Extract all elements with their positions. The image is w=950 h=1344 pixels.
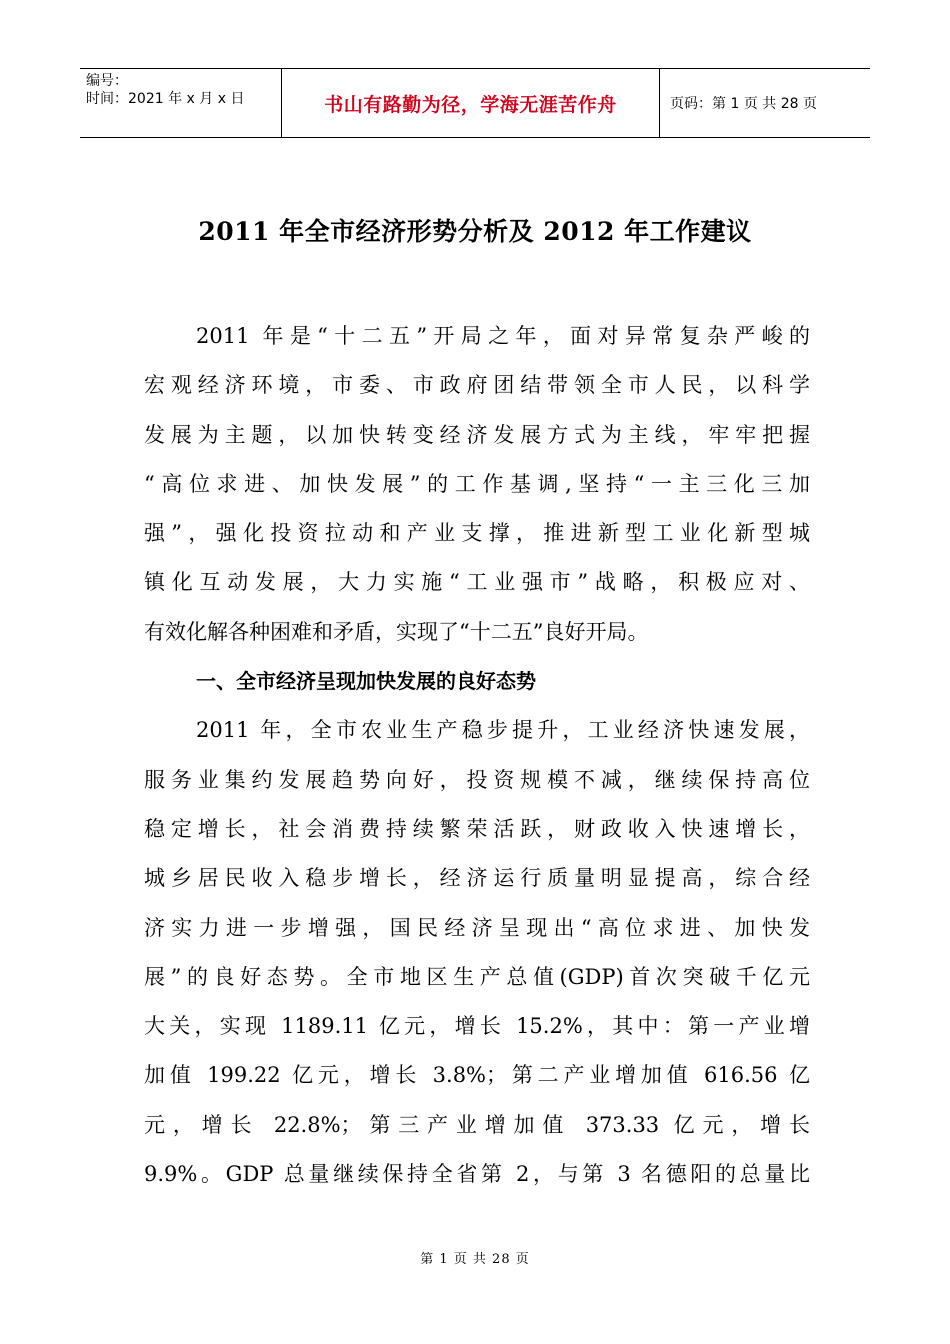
section-heading: 一、全市经济呈现加快发展的良好态势 <box>196 669 536 694</box>
document-number-label: 编号： <box>86 73 128 89</box>
header-page-cell <box>660 69 870 137</box>
paragraph-line: 2011 年是“十二五”开局之年，面对异常复杂严峻的 <box>196 324 810 348</box>
header-table <box>80 68 870 138</box>
paragraph-line: 镇化互动发展，大力实施“工业强市”战略，积极应对、 <box>144 570 810 595</box>
paragraph-line: 2011 年，全市农业生产稳步提升，工业经济快速发展， <box>196 718 810 743</box>
paragraph-line: 城乡居民收入稳步增长，经济运行质量明显提高，综合经 <box>144 866 810 891</box>
paragraph-line: “高位求进、加快发展”的工作基调,坚持“一主三化三加 <box>144 471 810 496</box>
header-meta-cell <box>80 69 282 137</box>
paragraph-line: 强”，强化投资拉动和产业支撑，推进新型工业化新型城 <box>144 521 810 546</box>
header-page-info: 页码：第 1 页 共 28 页 <box>670 96 817 112</box>
document-time-label: 时间：2021 年 x 月 x 日 <box>86 91 245 107</box>
paragraph-line: 大关，实现 1189.11 亿元，增长 15.2%，其中：第一产业增 <box>144 1014 810 1039</box>
paragraph-line: 元，增长 22.8%；第三产业增加值 373.33 亿元，增长 <box>144 1112 810 1137</box>
header-motto-cell <box>282 69 660 137</box>
paragraph-line: 济实力进一步增强，国民经济呈现出“高位求进、加快发 <box>144 915 810 940</box>
document-title: 2011 年全市经济形势分析及 2012 年工作建议 <box>198 217 752 246</box>
paragraph-line: 加值 199.22 亿元，增长 3.8%；第二产业增加值 616.56 亿 <box>144 1063 810 1088</box>
paragraph-line: 服务业集约发展趋势向好，投资规模不减，继续保持高位 <box>144 767 810 792</box>
paragraph-line: 发展为主题，以加快转变经济发展方式为主线，牢牢把握 <box>144 422 810 447</box>
document-body <box>144 312 810 1199</box>
paragraph-line: 稳定增长，社会消费持续繁荣活跃，财政收入快速增长， <box>144 816 810 841</box>
header-motto: 书山有路勤为径，学海无涯苦作舟 <box>324 93 617 116</box>
page-footer: 第 1 页 共 28 页 <box>420 1252 530 1267</box>
paragraph-line: 有效化解各种困难和矛盾，实现了“十二五”良好开局。 <box>144 619 649 644</box>
paragraph-line: 展”的良好态势。全市地区生产总值(GDP)首次突破千亿元 <box>144 964 810 989</box>
paragraph-line: 9.9%。GDP 总量继续保持全省第 2，与第 3 名德阳的总量比 <box>144 1162 810 1187</box>
paragraph-line: 宏观经济环境，市委、市政府团结带领全市人民，以科学 <box>144 373 810 398</box>
